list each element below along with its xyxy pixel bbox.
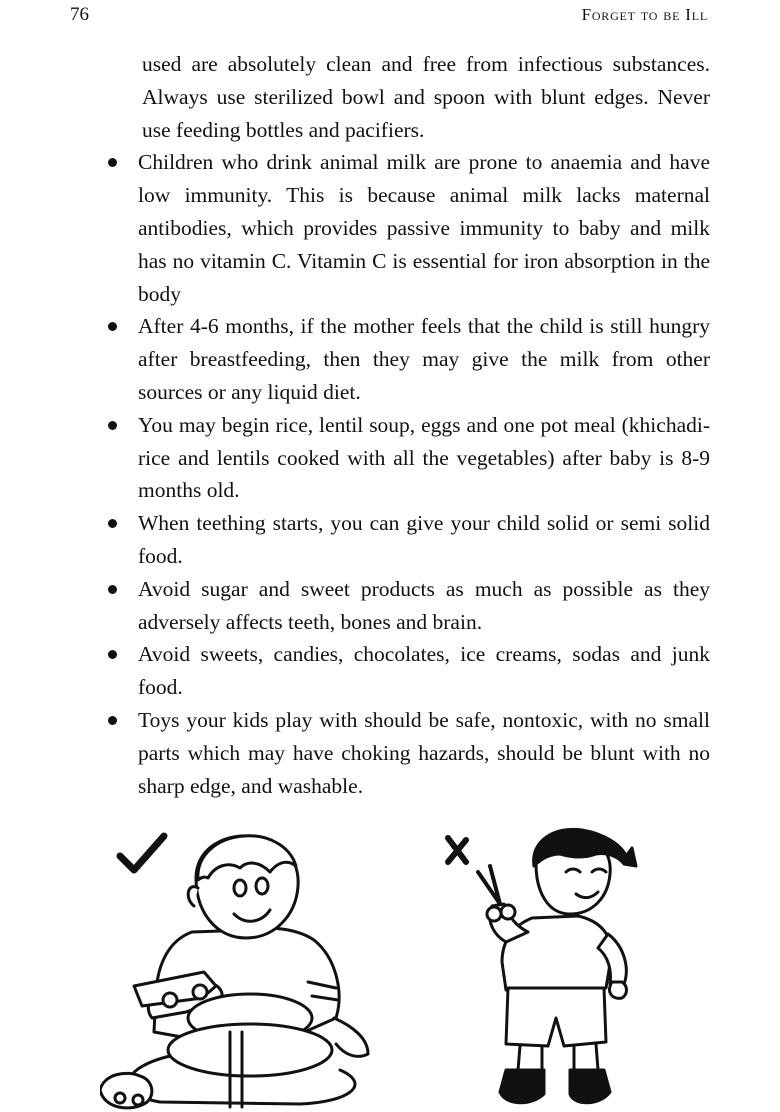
bullet-dot-icon bbox=[108, 421, 117, 430]
page-header bbox=[0, 0, 780, 30]
page-number: 76 bbox=[70, 4, 89, 25]
bullet-dot-icon bbox=[108, 585, 117, 594]
running-title: Forget to be Ill bbox=[581, 5, 708, 24]
illustrations bbox=[0, 812, 780, 1108]
bullet-item bbox=[104, 409, 710, 507]
bullet-text: Avoid sweets, candies, chocolates, ice creams, sodas and junk food. bbox=[138, 642, 710, 700]
bullet-list bbox=[104, 146, 710, 802]
bullet-dot-icon bbox=[108, 322, 117, 331]
bullet-item bbox=[104, 704, 710, 802]
bullet-item bbox=[104, 507, 710, 573]
bullet-dot-icon bbox=[108, 716, 117, 725]
bullet-text: After 4-6 months, if the mother feels that the child is still hungry after breastfeeding, then they may give the milk from other sources or any liquid diet. bbox=[138, 314, 710, 404]
check-mark-icon bbox=[120, 836, 164, 870]
bullet-text: Avoid sugar and sweet products as much as possible as they adversely affects teeth, bones and brain. bbox=[138, 576, 710, 634]
page-body bbox=[104, 48, 710, 802]
child-with-toy-illustration bbox=[100, 822, 390, 1112]
bullet-item bbox=[104, 310, 710, 408]
lead-paragraph: used are absolutely clean and free from infectious substances. Always use sterilized bowl and spoon with blunt edges. Never use feeding bottles and pacifiers. bbox=[142, 52, 710, 142]
child-with-scissors-illustration bbox=[436, 822, 676, 1112]
bullet-text: When teething starts, you can give your child solid or semi solid food. bbox=[138, 511, 710, 568]
bullet-item bbox=[104, 638, 710, 704]
bullet-text: Children who drink animal milk are prone to anaemia and have low immunity. This is because animal milk lacks maternal antibodies, which provides passive immunity to baby and milk has no vitamin C. Vitamin C is essential for iron absorption in the body bbox=[138, 150, 710, 306]
bullet-item bbox=[104, 146, 710, 310]
cross-mark-icon bbox=[448, 838, 466, 862]
bullet-dot-icon bbox=[108, 650, 117, 659]
bullet-text: You may begin rice, lentil soup, eggs and one pot meal (khichadi- rice and lentils cooked with all the vegetables) after baby is 8-9 months old. bbox=[138, 412, 710, 503]
bullet-dot-icon bbox=[108, 519, 117, 528]
bullet-text: Toys your kids play with should be safe, nontoxic, with no small parts which may have choking hazards, should be blunt with no sharp edge, and washable. bbox=[138, 707, 710, 798]
bullet-item bbox=[104, 573, 710, 639]
bullet-dot-icon bbox=[108, 158, 117, 167]
